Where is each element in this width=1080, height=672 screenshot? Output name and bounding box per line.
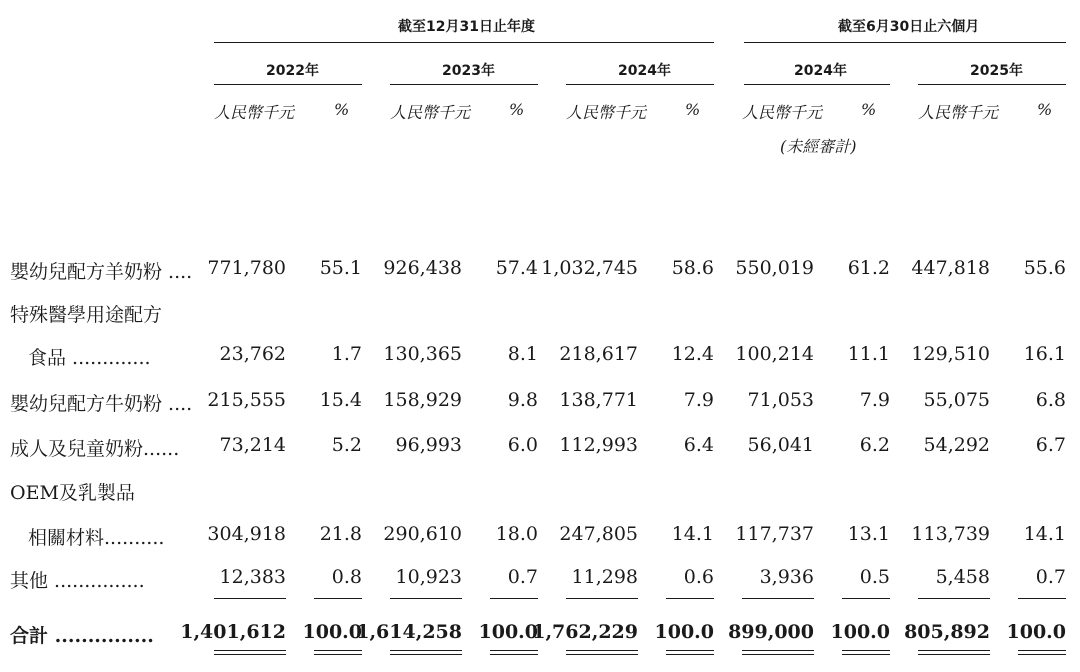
amount-cell: 96,993 xyxy=(395,434,462,456)
unit-rmb: 人民幣千元 xyxy=(390,103,471,122)
percent-cell: 100.0 xyxy=(1006,621,1066,643)
unaudited-note: (未經審計) xyxy=(780,137,857,156)
subtotal-rule xyxy=(390,598,462,599)
group-rule-annual xyxy=(214,42,714,43)
subtotal-rule xyxy=(490,598,538,599)
amount-cell: 304,918 xyxy=(207,523,286,545)
unit-pct: % xyxy=(509,100,525,119)
amount-cell: 926,438 xyxy=(383,257,462,279)
double-underline xyxy=(1018,654,1066,655)
amount-cell: 247,805 xyxy=(559,523,638,545)
amount-cell: 100,214 xyxy=(735,343,814,365)
amount-cell: 550,019 xyxy=(735,257,814,279)
double-underline xyxy=(490,654,538,655)
percent-cell: 21.8 xyxy=(319,523,362,545)
year-rule xyxy=(744,84,890,85)
row-label: 特殊醫學用途配方 xyxy=(10,304,163,326)
percent-cell: 9.8 xyxy=(507,389,538,411)
subtotal-rule xyxy=(742,598,814,599)
percent-cell: 55.1 xyxy=(319,257,362,279)
year-header: 2022年 xyxy=(266,63,319,79)
subtotal-rule xyxy=(918,598,990,599)
unit-rmb: 人民幣千元 xyxy=(566,103,647,122)
percent-cell: 12.4 xyxy=(671,343,714,365)
double-underline xyxy=(490,650,538,651)
percent-cell: 18.0 xyxy=(495,523,538,545)
double-underline xyxy=(1018,650,1066,651)
amount-cell: 55,075 xyxy=(923,389,990,411)
amount-cell: 56,041 xyxy=(747,434,814,456)
double-underline xyxy=(842,654,890,655)
row-label: 嬰幼兒配方羊奶粉 .... xyxy=(10,261,193,283)
amount-cell: 117,737 xyxy=(735,523,814,545)
double-underline xyxy=(390,650,462,651)
amount-cell: 130,365 xyxy=(383,343,462,365)
row-label: 食品 ............. xyxy=(28,347,151,369)
subtotal-rule xyxy=(666,598,714,599)
amount-cell: 805,892 xyxy=(904,621,990,643)
amount-cell: 215,555 xyxy=(207,389,286,411)
percent-cell: 7.9 xyxy=(859,389,890,411)
amount-cell: 129,510 xyxy=(911,343,990,365)
group-rule-half-year xyxy=(744,42,1066,43)
double-underline xyxy=(566,650,638,651)
total-label: 合計 ............... xyxy=(10,625,154,647)
subtotal-rule xyxy=(566,598,638,599)
subtotal-rule xyxy=(214,598,286,599)
percent-cell: 100.0 xyxy=(302,621,362,643)
amount-cell: 1,762,229 xyxy=(532,621,638,643)
year-header: 2025年 xyxy=(970,63,1023,79)
percent-cell: 15.4 xyxy=(319,389,362,411)
year-rule xyxy=(566,84,714,85)
percent-cell: 0.6 xyxy=(683,566,714,588)
year-rule xyxy=(390,84,538,85)
unit-rmb: 人民幣千元 xyxy=(918,103,999,122)
percent-cell: 100.0 xyxy=(830,621,890,643)
amount-cell: 73,214 xyxy=(219,434,286,456)
amount-cell: 5,458 xyxy=(935,566,990,588)
unit-pct: % xyxy=(1037,100,1053,119)
amount-cell: 113,739 xyxy=(911,523,990,545)
double-underline xyxy=(842,650,890,651)
amount-cell: 3,936 xyxy=(759,566,814,588)
double-underline xyxy=(314,654,362,655)
double-underline xyxy=(566,654,638,655)
double-underline xyxy=(918,654,990,655)
amount-cell: 1,401,612 xyxy=(180,621,286,643)
amount-cell: 12,383 xyxy=(219,566,286,588)
percent-cell: 6.8 xyxy=(1035,389,1066,411)
percent-cell: 6.4 xyxy=(683,434,714,456)
percent-cell: 57.4 xyxy=(495,257,538,279)
amount-cell: 771,780 xyxy=(207,257,286,279)
amount-cell: 899,000 xyxy=(728,621,814,643)
percent-cell: 58.6 xyxy=(671,257,714,279)
double-underline xyxy=(666,650,714,651)
year-rule xyxy=(214,84,362,85)
percent-cell: 55.6 xyxy=(1023,257,1066,279)
amount-cell: 218,617 xyxy=(559,343,638,365)
double-underline xyxy=(666,654,714,655)
amount-cell: 71,053 xyxy=(747,389,814,411)
double-underline xyxy=(390,654,462,655)
group-header-annual: 截至12月31日止年度 xyxy=(398,19,535,35)
percent-cell: 6.0 xyxy=(507,434,538,456)
percent-cell: 14.1 xyxy=(1023,523,1066,545)
row-label: 相關材料.......... xyxy=(28,527,165,549)
percent-cell: 16.1 xyxy=(1023,343,1066,365)
percent-cell: 11.1 xyxy=(847,343,890,365)
unit-pct: % xyxy=(861,100,877,119)
percent-cell: 100.0 xyxy=(478,621,538,643)
double-underline xyxy=(742,654,814,655)
amount-cell: 11,298 xyxy=(571,566,638,588)
double-underline xyxy=(214,654,286,655)
percent-cell: 0.7 xyxy=(507,566,538,588)
double-underline xyxy=(314,650,362,651)
year-rule xyxy=(918,84,1066,85)
double-underline xyxy=(214,650,286,651)
unit-pct: % xyxy=(685,100,701,119)
row-label: 嬰幼兒配方牛奶粉 .... xyxy=(10,393,193,415)
amount-cell: 138,771 xyxy=(559,389,638,411)
unit-pct: % xyxy=(334,100,350,119)
year-header: 2024年 xyxy=(794,63,847,79)
percent-cell: 6.7 xyxy=(1035,434,1066,456)
row-label: 其他 ............... xyxy=(10,570,145,592)
double-underline xyxy=(918,650,990,651)
amount-cell: 54,292 xyxy=(923,434,990,456)
row-label: 成人及兒童奶粉...... xyxy=(10,438,180,460)
year-header: 2024年 xyxy=(618,63,671,79)
percent-cell: 6.2 xyxy=(859,434,890,456)
double-underline xyxy=(742,650,814,651)
percent-cell: 8.1 xyxy=(507,343,538,365)
unit-rmb: 人民幣千元 xyxy=(742,103,823,122)
subtotal-rule xyxy=(842,598,890,599)
percent-cell: 5.2 xyxy=(331,434,362,456)
amount-cell: 447,818 xyxy=(911,257,990,279)
percent-cell: 14.1 xyxy=(671,523,714,545)
amount-cell: 158,929 xyxy=(383,389,462,411)
amount-cell: 112,993 xyxy=(559,434,638,456)
percent-cell: 0.8 xyxy=(331,566,362,588)
year-header: 2023年 xyxy=(442,63,495,79)
percent-cell: 1.7 xyxy=(331,343,362,365)
amount-cell: 290,610 xyxy=(383,523,462,545)
percent-cell: 0.7 xyxy=(1035,566,1066,588)
group-header-half-year: 截至6月30日止六個月 xyxy=(838,19,980,35)
percent-cell: 13.1 xyxy=(847,523,890,545)
amount-cell: 23,762 xyxy=(219,343,286,365)
percent-cell: 7.9 xyxy=(683,389,714,411)
percent-cell: 61.2 xyxy=(847,257,890,279)
amount-cell: 10,923 xyxy=(395,566,462,588)
amount-cell: 1,032,745 xyxy=(541,257,638,279)
amount-cell: 1,614,258 xyxy=(356,621,462,643)
row-label: OEM及乳製品 xyxy=(10,482,135,504)
subtotal-rule xyxy=(1018,598,1066,599)
unit-rmb: 人民幣千元 xyxy=(214,103,295,122)
percent-cell: 0.5 xyxy=(859,566,890,588)
subtotal-rule xyxy=(314,598,362,599)
percent-cell: 100.0 xyxy=(654,621,714,643)
